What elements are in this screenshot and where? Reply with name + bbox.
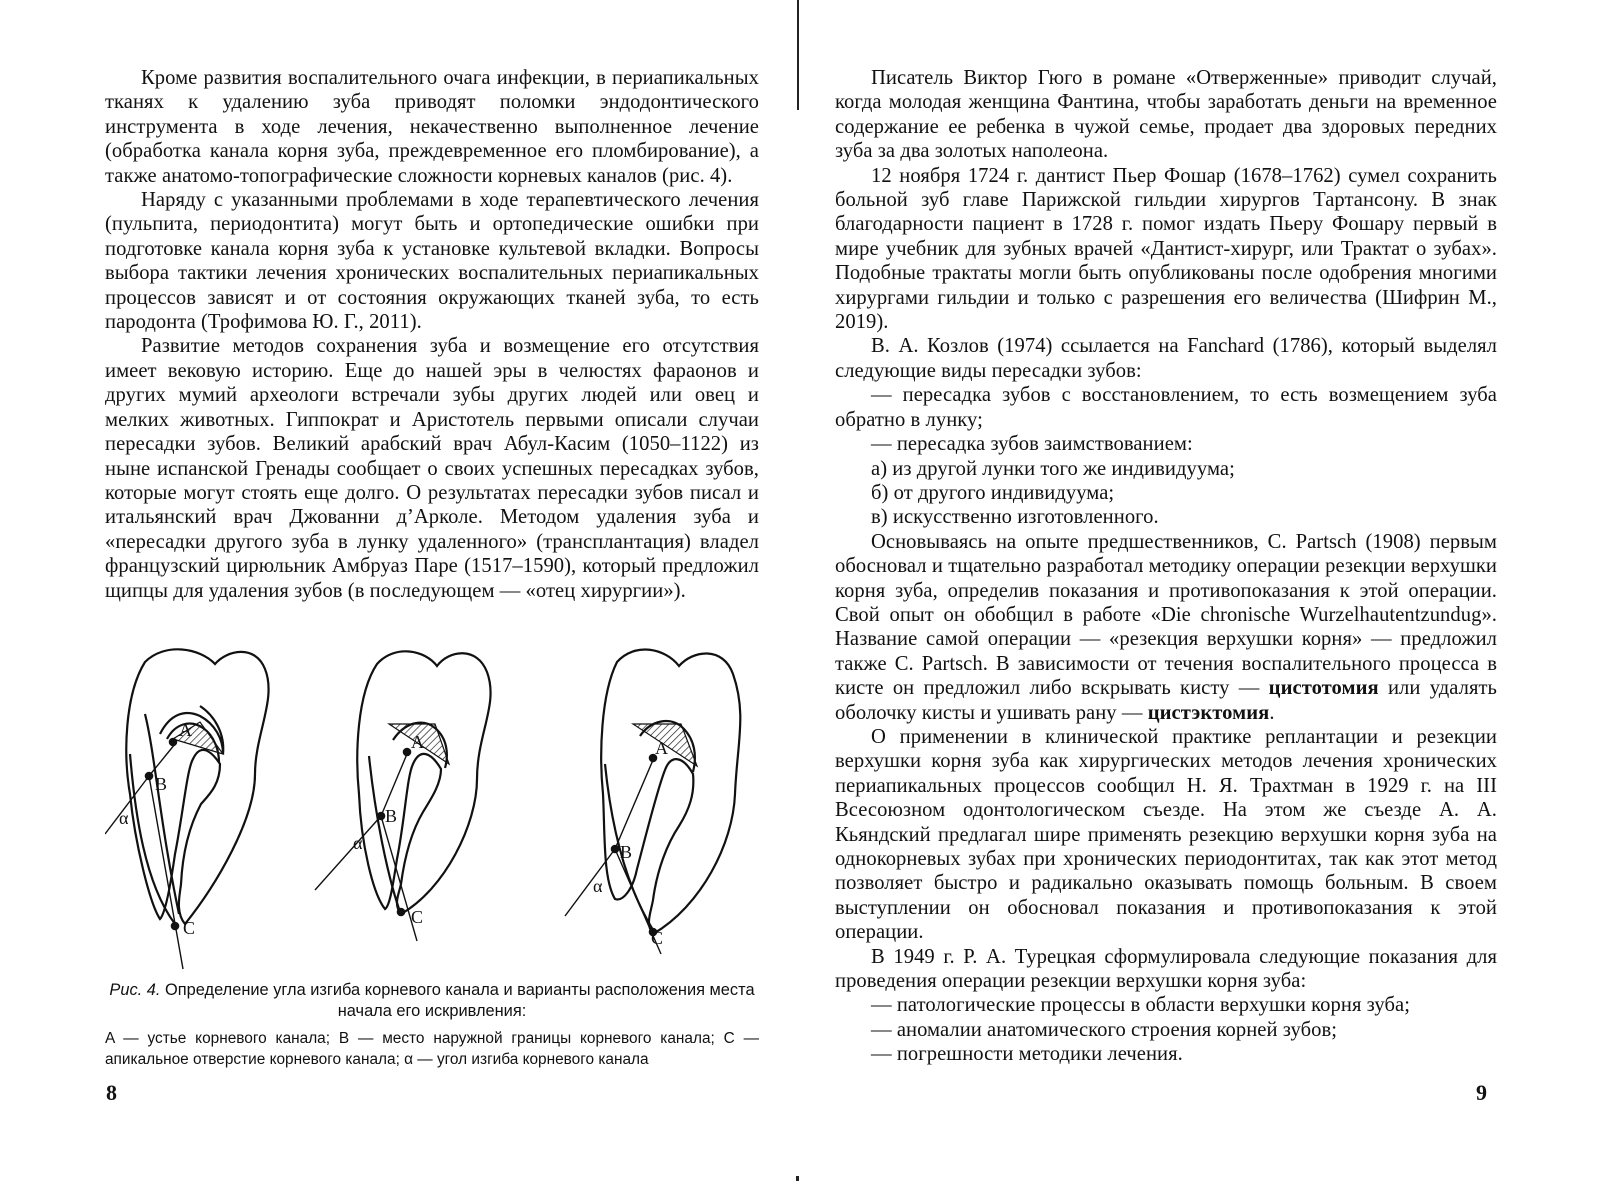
label-b-1: B — [155, 774, 168, 794]
p4-text-mid: или удалять оболочку кисты и ушивать рану — — [835, 677, 1497, 724]
left-paragraph-2: Наряду с указанными проблемами в ходе терапевтического лечения (пульпита, периодонтита) могут быть и ортопедические ошибки при подготовке канала корня зуба к установке культевой вкладки. Вопросы выбора тактики лечения хронических воспалительных периапикальных процессов зависят и от состояния окружающих тканей зуба, то есть пародонта (Трофимова Ю. Г., 2011). — [105, 189, 759, 334]
right-paragraph-6: В 1949 г. Р. А. Турецкая сформулировала следующие показания для проведения операции резекции верхушки корня зуба: — [835, 945, 1497, 993]
term-cystectomy: цистэктомия — [1147, 701, 1270, 724]
label-c-1: C — [183, 918, 196, 938]
label-a-2: A — [411, 732, 424, 752]
right-paragraph-5: О применении в клинической практике реплантации и резекции верхушки корня зуба как хирургических методов лечения хронических периапикальных процессов сообщил Н. Я. Трахтман в 1929 г. на III Всесоюзном одонтологическом съезде. На этом же съезде А. А. Кьяндский предлагал шире применять резекцию верхушки корня зуба на однокорневых зубах при хронических периодонтитах, так как этот метод позволяет быстро и радикально оказывать помощь больным. В своем выступлении он обосновал показания и противопоказания к этой операции. — [835, 725, 1497, 944]
label-c-3: C — [651, 928, 664, 948]
label-alpha-3: α — [593, 876, 603, 896]
label-b-2: B — [385, 806, 398, 826]
left-page — [105, 66, 759, 603]
p4-text-start: Основываясь на опыте предшественников, C. Partsch (1908) первым обосновал и тщательно разработал методику операции резекции верхушки корня зуба, определив показания и противопоказания к этой операции. Свой опыт он обобщил в работе «Die chronische Wurzelhautentzundug». Название самой операции — «резекция верхушки корня» — предложил также C. Partsch. В зависимости от течения воспалительного процесса в кисте он предложил либо вскрывать кисту — — [835, 530, 1497, 700]
list-item-2: — пересадка зубов заимствованием: — [871, 433, 1193, 456]
figure-caption — [105, 980, 759, 1070]
label-alpha-2: α — [353, 833, 363, 853]
indication-item-2: — аномалии анатомического строения корней зубов; — [871, 1018, 1337, 1041]
list-item-5: в) искусственно изготовленного. — [871, 506, 1159, 529]
tooth-diagram-3 — [565, 650, 740, 954]
label-a-3: A — [655, 738, 668, 758]
caption-title — [105, 980, 759, 1022]
label-b-3: B — [620, 842, 633, 862]
list-item-4: б) от другого индивидуума; — [871, 481, 1115, 504]
right-paragraph-3: В. А. Козлов (1974) ссылается на Fanchard (1786), который выделял следующие виды пересадки зубов: — [835, 335, 1497, 382]
label-a-1: A — [179, 720, 192, 740]
list-item-1: — пересадка зубов с восстановлением, то есть возмещением зуба обратно в лунку; — [835, 384, 1497, 431]
term-cystotomy: цистотомия — [1268, 677, 1379, 700]
page-number-left: 8 — [106, 1080, 117, 1105]
right-paragraph-1: Писатель Виктор Гюго в романе «Отверженные» приводит случай, когда молодая женщина Фантина, чтобы заработать деньги на временное содержание ее ребенка в чужой семье, продает два здоровых передних зуба за два золотых наполеона. — [835, 67, 1497, 163]
indication-item-1: — патологические процессы в области верхушки корня зуба; — [871, 994, 1410, 1017]
indication-item-3: — погрешности методики лечения. — [871, 1043, 1183, 1066]
caption-text: Определение угла изгиба корневого канала и варианты расположения места начала его искривления: — [160, 981, 755, 1020]
right-paragraph-4 — [835, 530, 1497, 725]
caption-legend: A — устье корневого канала; B — место наружной границы корневого канала; C — апикальное отверстие корневого канала; α — угол изгиба корневого канала — [105, 1030, 759, 1068]
label-alpha-1: α — [119, 808, 129, 828]
tooth-root-canal-figure — [105, 644, 759, 979]
left-paragraph-3: Развитие методов сохранения зуба и возмещение его отсутствия имеет вековую историю. Еще до нашей эры в челюстях фараонов и других мумий археологи встречали зубы других людей или овец и мелких животных. Гиппократ и Аристотель первыми описали случаи пересадки зубов. Великий арабский врач Абул-Касим (1050–1122) из ныне испанской Гренады сообщает о своих успешных пересадках зубов, которые могут стоять еще долго. О результатах пересадки зубов писал и итальянский врач Джованни д’Арколе. Методом удаления зуба и «пересадки другого зуба в лунку удаленного» (трансплантация) владел французский цирюльник Амбруаз Паре (1517–1590), который предложил щипцы для удаления зубов (в последующем — «отец хирургии»). — [105, 335, 759, 602]
right-page — [835, 66, 1497, 1067]
tooth-diagram-2 — [315, 651, 491, 941]
book-spine — [797, 0, 799, 110]
spine-mark — [796, 1176, 799, 1181]
label-c-2: C — [411, 907, 424, 927]
p4-text-end: . — [1269, 701, 1275, 724]
left-paragraph-1: Кроме развития воспалительного очага инфекции, в периапикальных тканях к удалению зуба приводят поломки эндодонтического инструмента в ходе лечения, некачественно выполненное лечение (обработка канала корня зуба, преждевременное его пломбирование), а также анатомо-топографические сложности корневых каналов (рис. 4). — [105, 67, 759, 187]
caption-prefix: Рис. 4. — [109, 981, 161, 999]
right-paragraph-2: 12 ноября 1724 г. дантист Пьер Фошар (1678–1762) сумел сохранить больной зуб главе Парижской гильдии хирургов Тартансону. В знак благодарности пациент в 1728 г. помог издать Пьеру Фошару первый в мире учебник для зубных врачей «Дантист-хирург, или Трактат о зубах». Подобные трактаты могли быть опубликованы после одобрения многими хирургами гильдии и только с разрешения его величества (Шифрин М., 2019). — [835, 164, 1497, 334]
page-number-right: 9 — [1476, 1080, 1487, 1105]
list-item-3: а) из другой лунки того же индивидуума; — [871, 457, 1235, 480]
